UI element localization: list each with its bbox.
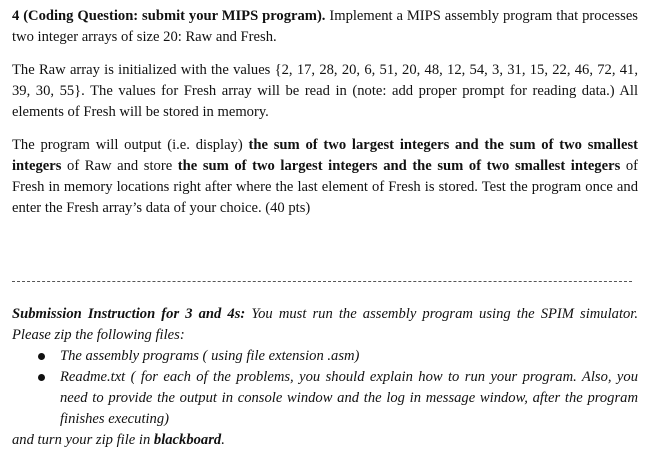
question-intro [12, 6, 638, 48]
output-bold-raw: the sum of two largest integers and the sum of two smallest integers [12, 137, 638, 174]
question-heading: (Coding Question: submit your MIPS program). [23, 8, 326, 24]
output-text-2: of Raw and store [61, 158, 178, 174]
question-number: 4 [12, 8, 20, 24]
list-item [12, 367, 638, 430]
submission-closing [12, 430, 638, 451]
submission-lead [12, 304, 638, 346]
blackboard-label: blackboard [153, 432, 222, 448]
submission-file-list [12, 346, 638, 430]
output-text-3: of Fresh in memory locations right after where the last element of Fresh is stored. Test the program once and enter the Fresh array’s data of your choice. (40 pts) [12, 158, 639, 216]
submission-block [12, 304, 638, 451]
output-paragraph [12, 135, 638, 219]
list-item [12, 346, 638, 367]
closing-prefix: and turn your zip file in [12, 432, 154, 448]
submission-label: Submission Instruction for 3 and 4s: [12, 306, 246, 322]
list-item-text: The assembly programs ( using file extension .asm) [60, 348, 360, 364]
question-block [12, 6, 638, 219]
bullet-icon [38, 353, 45, 360]
list-item-text: Readme.txt ( for each of the problems, you should explain how to run your program. Also, you need to provide the output in console window and the log in message window, after the program finishes executing) [60, 369, 638, 427]
closing-suffix: . [221, 432, 225, 448]
output-text-1: The program will output (i.e. display) [12, 137, 249, 153]
submission-text: You must run the assembly program using the SPIM simulator. Please zip the following files: [12, 306, 638, 343]
question-intro-text: Implement a MIPS assembly program that processes two integer arrays of size 20: Raw and Fresh. [12, 8, 638, 45]
output-bold-fresh: the sum of two largest integers and the sum of two smallest integers [177, 158, 621, 174]
raw-array-paragraph: The Raw array is initialized with the values {2, 17, 28, 20, 6, 51, 20, 48, 12, 54, 3, 31, 15, 22, 46, 72, 41, 39, 30, 55}. The values for Fresh array will be read in (note: add proper prompt for reading data.) All elements of Fresh will be stored in memory. [12, 62, 638, 120]
bullet-icon [38, 374, 45, 381]
dashed-divider [12, 281, 632, 282]
